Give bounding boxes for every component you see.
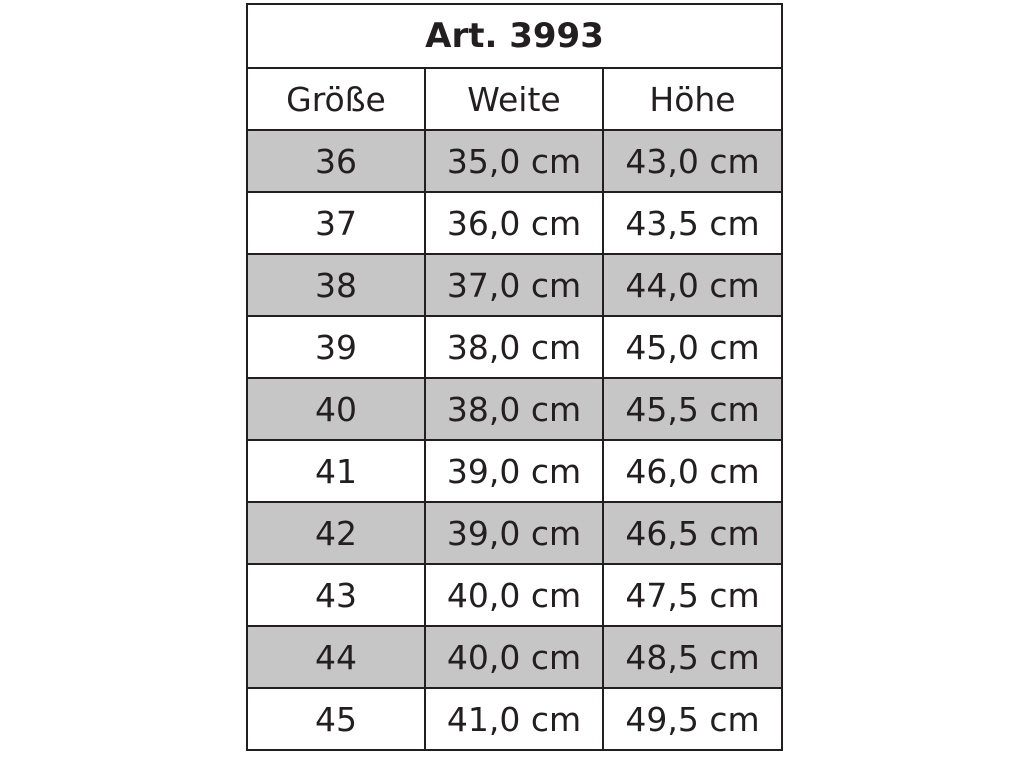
height-cell: 48,5 cm xyxy=(603,626,782,688)
height-cell: 45,5 cm xyxy=(603,378,782,440)
height-cell: 43,5 cm xyxy=(603,192,782,254)
table-row xyxy=(247,130,782,192)
size-cell: 44 xyxy=(247,626,425,688)
size-cell: 36 xyxy=(247,130,425,192)
table-row xyxy=(247,192,782,254)
size-cell: 40 xyxy=(247,378,425,440)
size-cell: 37 xyxy=(247,192,425,254)
height-cell: 49,5 cm xyxy=(603,688,782,750)
column-header-width: Weite xyxy=(425,68,603,130)
size-cell: 43 xyxy=(247,564,425,626)
article-title: Art. 3993 xyxy=(247,4,782,68)
width-cell: 38,0 cm xyxy=(425,378,603,440)
table-row xyxy=(247,316,782,378)
width-cell: 35,0 cm xyxy=(425,130,603,192)
size-cell: 38 xyxy=(247,254,425,316)
width-cell: 36,0 cm xyxy=(425,192,603,254)
size-cell: 41 xyxy=(247,440,425,502)
width-cell: 39,0 cm xyxy=(425,440,603,502)
height-cell: 43,0 cm xyxy=(603,130,782,192)
size-chart-table xyxy=(246,3,783,751)
column-header-height: Höhe xyxy=(603,68,782,130)
table-row xyxy=(247,378,782,440)
size-cell: 42 xyxy=(247,502,425,564)
table-row xyxy=(247,626,782,688)
height-cell: 46,0 cm xyxy=(603,440,782,502)
table-row xyxy=(247,254,782,316)
size-cell: 45 xyxy=(247,688,425,750)
width-cell: 39,0 cm xyxy=(425,502,603,564)
width-cell: 40,0 cm xyxy=(425,564,603,626)
column-header-size: Größe xyxy=(247,68,425,130)
width-cell: 41,0 cm xyxy=(425,688,603,750)
table-row xyxy=(247,688,782,750)
size-cell: 39 xyxy=(247,316,425,378)
height-cell: 44,0 cm xyxy=(603,254,782,316)
table-row xyxy=(247,502,782,564)
height-cell: 47,5 cm xyxy=(603,564,782,626)
height-cell: 45,0 cm xyxy=(603,316,782,378)
height-cell: 46,5 cm xyxy=(603,502,782,564)
table-header-row xyxy=(247,68,782,130)
width-cell: 38,0 cm xyxy=(425,316,603,378)
width-cell: 40,0 cm xyxy=(425,626,603,688)
table-row xyxy=(247,564,782,626)
table-row xyxy=(247,440,782,502)
width-cell: 37,0 cm xyxy=(425,254,603,316)
table-title-row xyxy=(247,4,782,68)
